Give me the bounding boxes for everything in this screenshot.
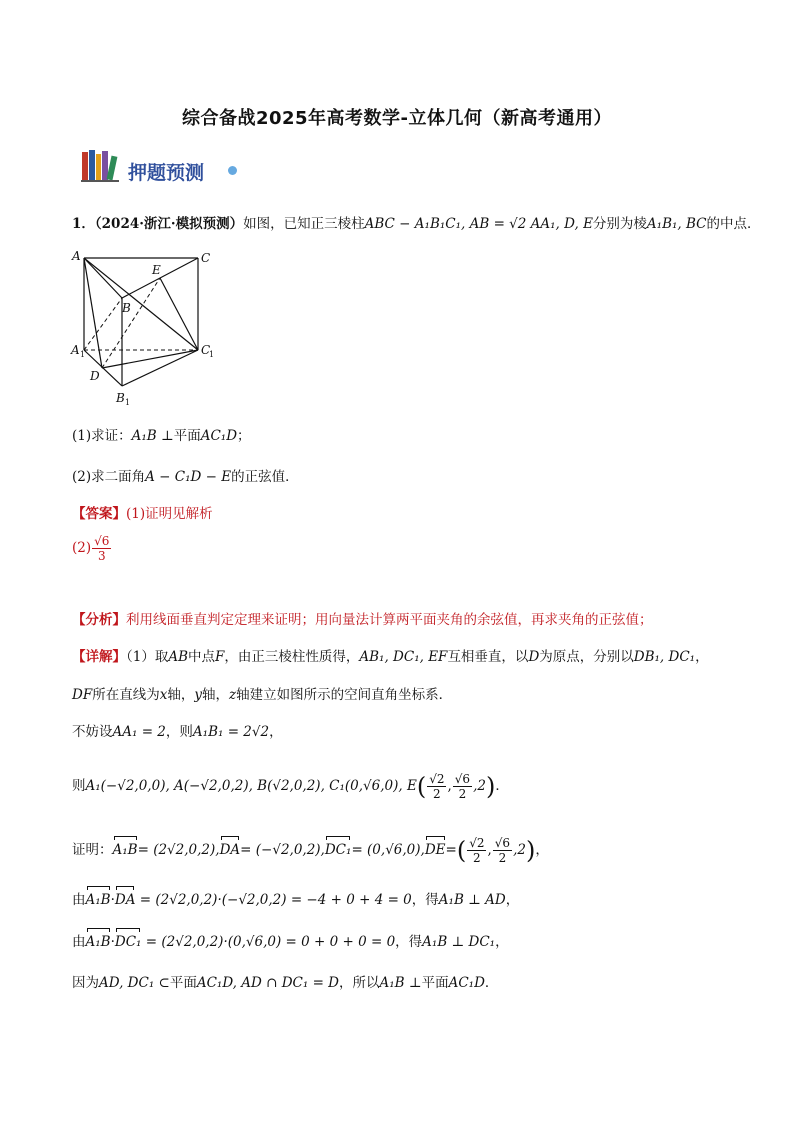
d8e: ，所以 xyxy=(339,975,380,991)
d8g: 平面 xyxy=(421,975,449,991)
analysis-text: 利用线面垂直判定定理来证明；用向量法计算两平面夹角的余弦值，再求夹角的正弦值； xyxy=(126,612,653,628)
d8f: A₁B ⊥ xyxy=(379,975,422,991)
answer-fraction xyxy=(92,534,111,563)
label-C1: C xyxy=(201,343,211,357)
d1d: F xyxy=(215,649,225,665)
detail-line-1 xyxy=(72,647,709,667)
d3b: AA₁ = 2 xyxy=(112,724,166,740)
detail-tag: 【详解】 xyxy=(72,649,126,665)
d3a: 不妨设 xyxy=(72,724,113,740)
d6b: ，得 xyxy=(411,892,439,908)
part2-math: A − C₁D − E xyxy=(145,469,232,485)
d4c: ,2 xyxy=(473,778,486,794)
detail-line-4: 则A₁(−√2,0,0), A(−√2,0,2), B(√2,0,2), C₁(0,√6,0), E( $\frac{√2}{2}$ , $\frac{√6}{2}$ ,2)． xyxy=(72,772,509,801)
edge-B1C1 xyxy=(122,350,198,386)
answer-tag: 【答案】 xyxy=(72,506,126,522)
part2-end: 的正弦值． xyxy=(231,469,299,485)
d1k: ， xyxy=(695,649,709,665)
d5e3: = (0,√6,0), xyxy=(351,842,425,858)
d5v4: DE xyxy=(424,842,446,858)
part-1 xyxy=(72,426,251,446)
d7e: = (2√2,0,2)·(0,√6,0) = 0 + 0 + 0 = 0 xyxy=(145,934,396,950)
d7v1: A₁B xyxy=(85,934,111,950)
banner-dot xyxy=(228,166,237,175)
books-icon xyxy=(80,148,126,184)
d8h: AC₁D xyxy=(448,975,485,991)
d8end: ． xyxy=(484,975,499,991)
d5v3: DC₁ xyxy=(324,842,352,858)
d4-f1d: 2 xyxy=(433,787,441,801)
d8a: 因为 xyxy=(72,975,99,991)
d5-f1n: √2 xyxy=(469,836,485,850)
stem-end: 的中点． xyxy=(706,216,761,232)
line-AC1 xyxy=(84,258,198,350)
d5e4: = xyxy=(445,842,457,858)
d8d: AC₁D, AD ∩ DC₁ = D xyxy=(196,975,340,991)
d4-f2n: √6 xyxy=(454,772,471,786)
part-2 xyxy=(72,467,299,487)
d1b: AB xyxy=(168,649,189,665)
d6dot: · xyxy=(110,892,115,908)
d2d: 轴， xyxy=(167,687,195,703)
d2e: y xyxy=(194,687,202,703)
label-C1-sub: 1 xyxy=(209,350,215,359)
line-A1B xyxy=(84,298,122,350)
d2f: 轴， xyxy=(201,687,229,703)
d5a: 证明： xyxy=(72,842,113,858)
d4-frac2 xyxy=(453,772,472,801)
prism-figure xyxy=(68,246,228,408)
d4-f2d: 2 xyxy=(458,787,467,801)
analysis-line xyxy=(72,610,653,630)
d5-frac2 xyxy=(493,836,512,865)
d5e2: = (−√2,0,2), xyxy=(240,842,325,858)
d6v2: DA xyxy=(114,892,136,908)
d6c: A₁B ⊥ AD xyxy=(438,892,506,908)
d2h: 轴建立如图所示的空间直角坐标系． xyxy=(236,687,453,703)
answer-line xyxy=(72,504,213,524)
stem-math2: A₁B₁, BC xyxy=(646,216,707,232)
label-E: E xyxy=(152,263,161,277)
part2-prefix: (2)求二面角 xyxy=(72,469,146,485)
stem-math: ABC − A₁B₁C₁, AB = √2 AA₁, D, E xyxy=(364,216,593,232)
d5-f2d: 2 xyxy=(498,851,507,865)
answer-denominator: 3 xyxy=(97,549,106,563)
d3d: A₁B₁ = 2√2 xyxy=(192,724,270,740)
answer-part1: (1)证明见解析 xyxy=(126,506,213,522)
d1g: 互相垂直，以 xyxy=(447,649,529,665)
label-D: D xyxy=(90,369,100,383)
d7b: ，得 xyxy=(395,934,423,950)
d7v2: DC₁ xyxy=(114,934,142,950)
d1i: 为原点，分别以 xyxy=(539,649,634,665)
d7c: A₁B ⊥ DC₁ xyxy=(422,934,496,950)
answer-part2 xyxy=(72,534,112,563)
d1h: D xyxy=(528,649,540,665)
d4-frac1 xyxy=(427,772,446,801)
analysis-tag: 【分析】 xyxy=(72,612,126,628)
d7end: ， xyxy=(495,934,509,950)
d1e: ，由正三棱柱性质得， xyxy=(224,649,360,665)
d4a: 则 xyxy=(72,778,86,794)
detail-line-3 xyxy=(72,722,283,742)
d6end: ， xyxy=(505,892,520,908)
part1-mid: 平面 xyxy=(173,428,201,444)
d5e5: ,2 xyxy=(513,842,526,858)
d5-f2n: √6 xyxy=(494,836,511,850)
label-B1-sub: 1 xyxy=(125,398,131,407)
problem-source: （2024·浙江·模拟预测） xyxy=(94,216,244,232)
problem-number: 1． xyxy=(72,216,95,232)
line-DE xyxy=(102,278,160,368)
d6v1: A₁B xyxy=(85,892,111,908)
page-title: 综合备战2025年高考数学-立体几何（新高考通用） xyxy=(181,108,613,129)
label-C: C xyxy=(201,251,211,265)
d1a: （1）取 xyxy=(126,649,169,665)
d5end: ， xyxy=(535,842,549,858)
d2a: DF xyxy=(72,687,93,703)
detail-line-5: 证明：A₁B= (2√2,0,2),DA= (−√2,0,2),DC₁= (0,√6,0),DE=( $\frac{√2}{2}$ , $\frac{√6}{2}$ ,2)， xyxy=(72,836,549,865)
detail-line-8 xyxy=(72,973,498,993)
answer-numerator: √6 xyxy=(94,534,110,548)
d6e: = (2√2,0,2)·(−√2,0,2) = −4 + 0 + 4 = 0 xyxy=(139,892,412,908)
line-DC1 xyxy=(102,350,198,368)
answer-part2-prefix: (2) xyxy=(72,540,92,556)
d8c: 平面 xyxy=(169,975,197,991)
d4end: ． xyxy=(495,778,509,794)
d3c: ，则 xyxy=(165,724,193,740)
detail-line-7 xyxy=(72,932,509,952)
d3e: ， xyxy=(269,724,283,740)
label-B1: B xyxy=(116,391,125,405)
label-B: B xyxy=(122,301,131,315)
label-A: A xyxy=(72,249,81,263)
banner-label: 押题预测 xyxy=(128,162,205,184)
problem-stem xyxy=(72,214,761,234)
d2b: 所在直线为 xyxy=(92,687,160,703)
detail-line-6 xyxy=(72,890,519,910)
d7dot: · xyxy=(110,934,115,950)
d5v2: DA xyxy=(219,842,241,858)
line-EC1 xyxy=(160,278,198,350)
part1-math2: AC₁D xyxy=(200,428,238,444)
stem-tail: 分别为棱 xyxy=(592,216,647,232)
d5-frac1 xyxy=(467,836,486,865)
d1f: AB₁, DC₁, EF xyxy=(359,649,448,665)
label-A1-sub: 1 xyxy=(80,350,86,359)
detail-line-2 xyxy=(72,685,452,705)
d1j: DB₁, DC₁ xyxy=(633,649,696,665)
part1-end: ； xyxy=(237,428,251,444)
d8b: AD, DC₁ ⊂ xyxy=(99,975,170,991)
d4b: A₁(−√2,0,0), A(−√2,0,2), B(√2,0,2), C₁(0,√6,0), E xyxy=(85,778,417,794)
d2c: x xyxy=(159,687,168,703)
d5-f1d: 2 xyxy=(473,851,481,865)
d7a: 由 xyxy=(72,934,86,950)
d2g: z xyxy=(228,687,237,703)
d1c: 中点 xyxy=(188,649,216,665)
stem-text: 如图，已知正三棱柱 xyxy=(243,216,365,232)
d6a: 由 xyxy=(72,892,86,908)
d5v1: A₁B xyxy=(112,842,138,858)
d4-f1n: √2 xyxy=(429,772,445,786)
d5e1: = (2√2,0,2), xyxy=(137,842,220,858)
label-A1: A xyxy=(71,343,80,357)
part1-math: A₁B ⊥ xyxy=(131,428,174,444)
part1-prefix: (1)求证： xyxy=(72,428,132,444)
